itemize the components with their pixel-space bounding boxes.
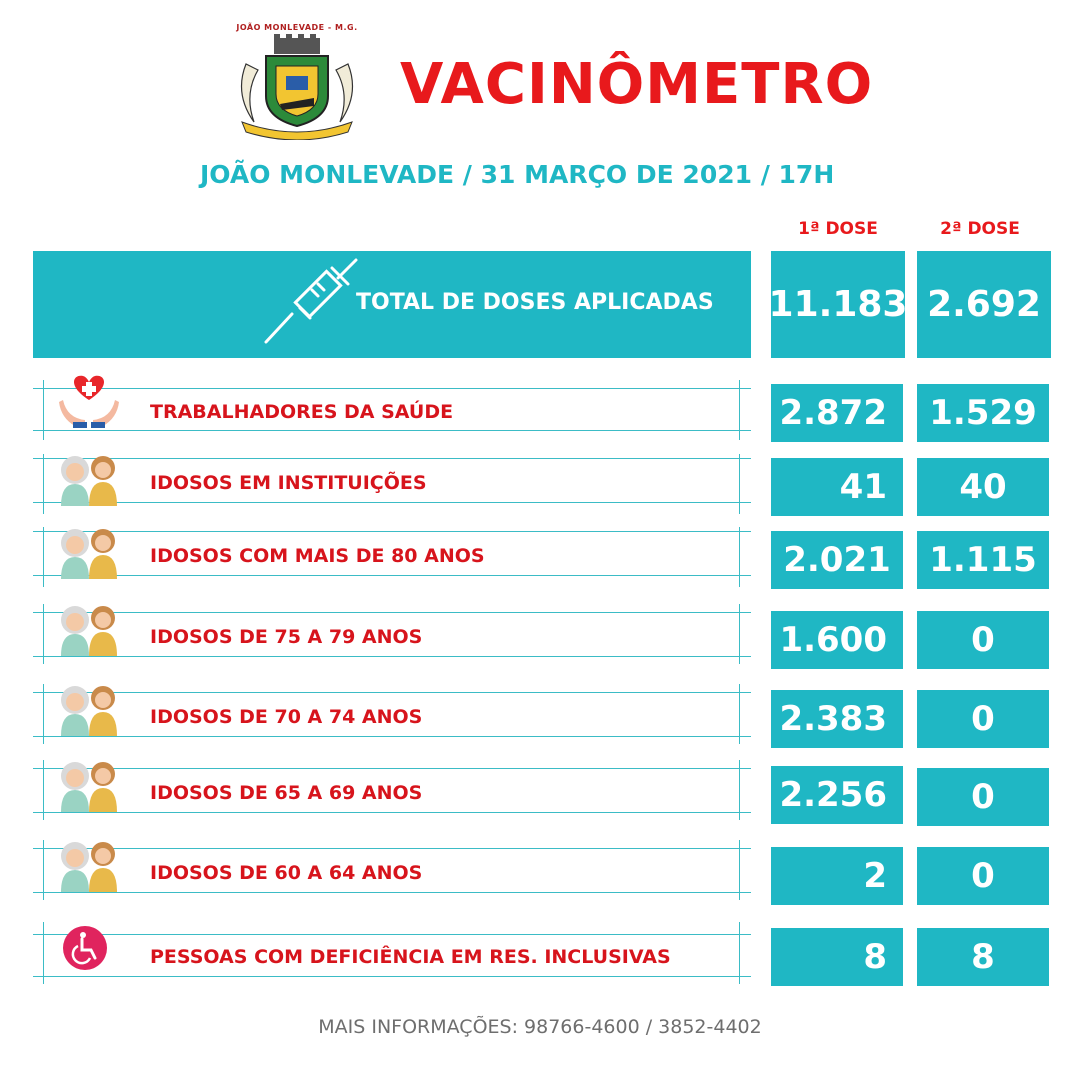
row-label: TRABALHADORES DA SAÚDE [150,401,454,423]
table-row [33,922,751,984]
row-label: IDOSOS DE 65 A 69 ANOS [150,782,423,804]
wheelchair-icon [57,924,121,976]
row-dose1-value: 41 [771,458,903,516]
row-dose1-value: 2.872 [771,384,903,442]
table-row [33,684,751,744]
column-header-dose1: 1ª DOSE [798,219,878,239]
row-dose2-value: 0 [917,847,1049,905]
footer-contact: MAIS INFORMAÇÕES: 98766-4600 / 3852-4402 [318,1016,762,1038]
row-dose1-value: 2.383 [771,690,903,748]
row-dose2-value: 40 [917,458,1049,516]
row-dose2-value: 0 [917,768,1049,826]
elderly-couple-icon [57,604,121,656]
elderly-couple-icon [57,760,121,812]
page-title: VACINÔMETRO [400,52,874,117]
row-dose2-value: 1.529 [917,384,1049,442]
page-subtitle: JOÃO MONLEVADE / 31 MARÇO DE 2021 / 17H [200,160,835,189]
health-worker-icon [57,374,121,426]
table-row [33,840,751,900]
total-dose1-value: 11.183 [771,251,905,358]
row-dose1-value: 2.256 [771,766,903,824]
elderly-couple-icon [57,684,121,736]
table-row [33,527,751,587]
row-label: IDOSOS DE 60 A 64 ANOS [150,862,423,884]
city-crest-icon [236,24,358,140]
row-label: IDOSOS DE 70 A 74 ANOS [150,706,423,728]
row-dose1-value: 8 [771,928,903,986]
table-row [33,604,751,664]
elderly-couple-icon [57,454,121,506]
crest-motto: JOÃO MONLEVADE - M.G. [236,23,358,32]
syringe-icon [256,254,366,354]
row-label: IDOSOS EM INSTITUIÇÕES [150,472,427,494]
elderly-couple-icon [57,840,121,892]
row-dose1-value: 2 [771,847,903,905]
elderly-couple-icon [57,527,121,579]
total-dose2-value: 2.692 [917,251,1051,358]
row-label: IDOSOS DE 75 A 79 ANOS [150,626,423,648]
table-row [33,760,751,820]
row-dose1-value: 1.600 [771,611,903,669]
column-header-dose2: 2ª DOSE [940,219,1020,239]
row-dose2-value: 0 [917,611,1049,669]
row-label: IDOSOS COM MAIS DE 80 ANOS [150,545,485,567]
table-row [33,454,751,514]
row-dose2-value: 1.115 [917,531,1049,589]
row-dose2-value: 0 [917,690,1049,748]
row-dose1-value: 2.021 [771,531,903,589]
table-row [33,380,751,440]
total-label: TOTAL DE DOSES APLICADAS [356,290,714,315]
row-label: PESSOAS COM DEFICIÊNCIA EM RES. INCLUSIVAS [150,946,671,968]
row-dose2-value: 8 [917,928,1049,986]
